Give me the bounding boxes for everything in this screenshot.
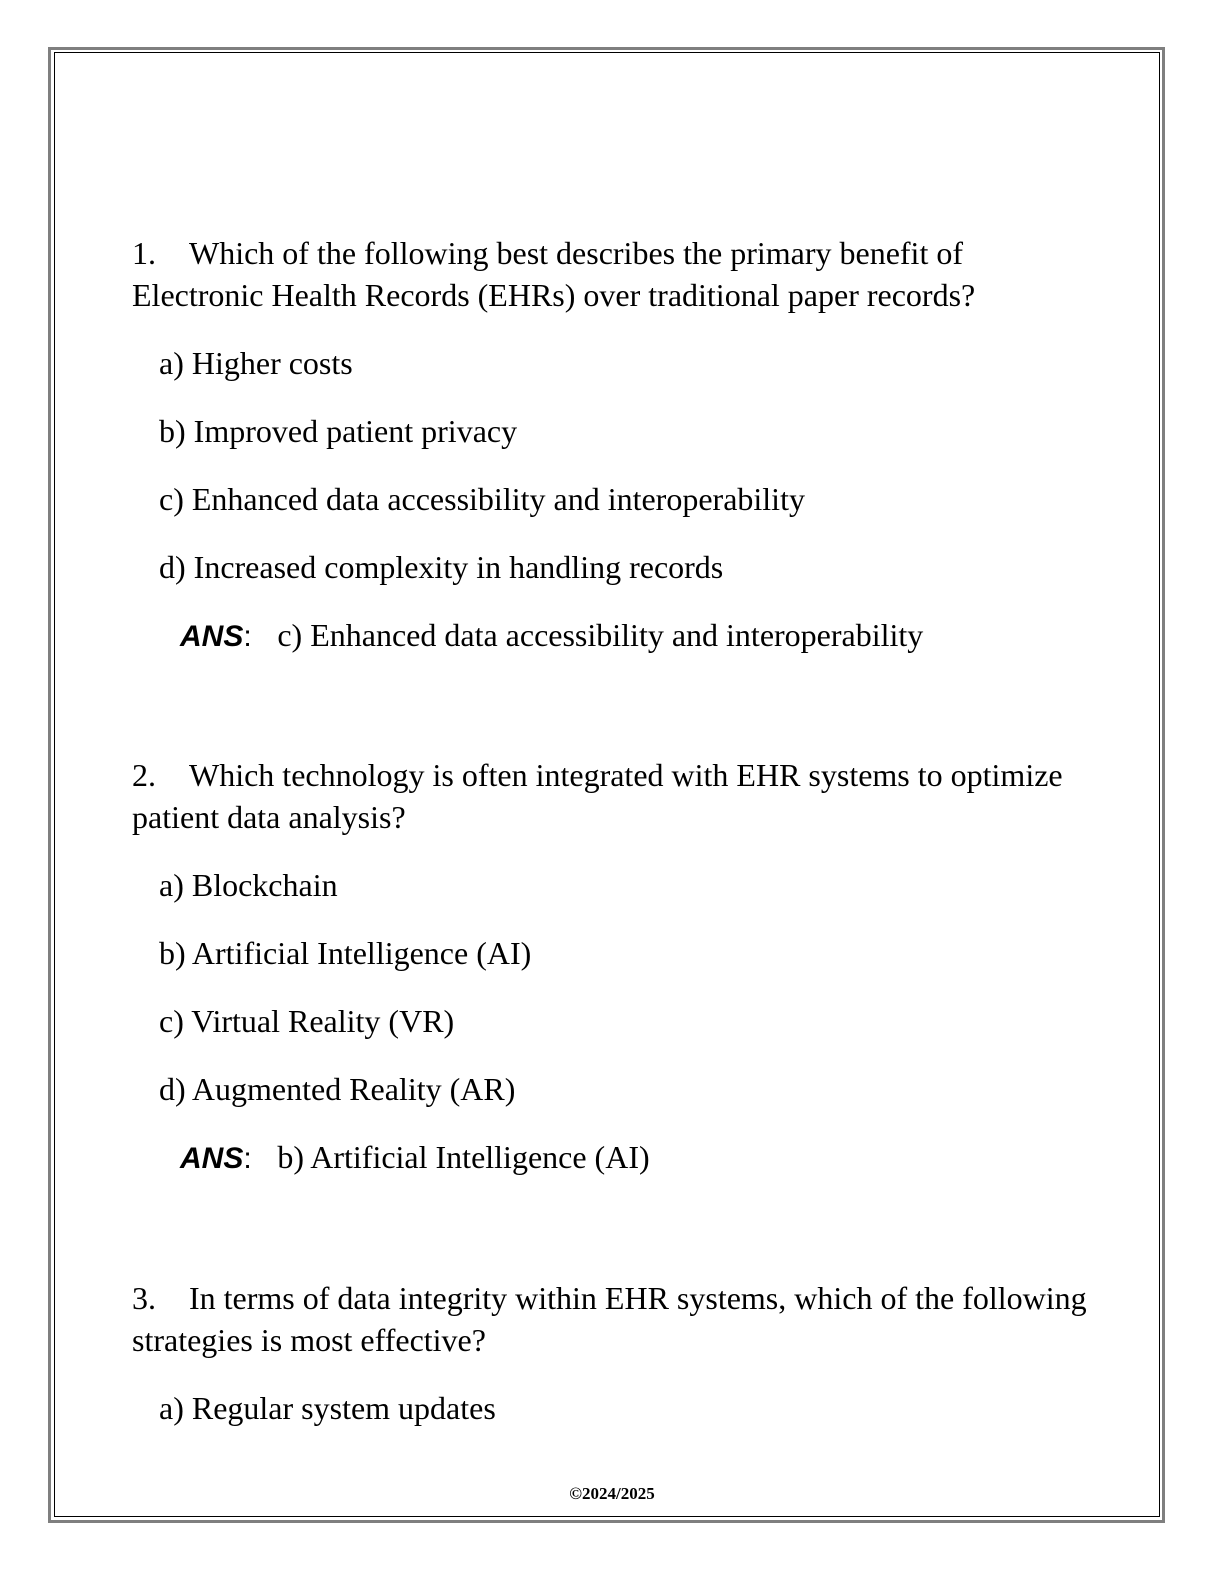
option-c: c) Virtual Reality (VR) [159, 1003, 455, 1039]
question-stem: Which technology is often integrated with EHR systems to optimize patient data analysis? [132, 757, 1063, 835]
question-stem: In terms of data integrity within EHR systems, which of the following strategies is most effective? [132, 1280, 1087, 1358]
option-b: b) Improved patient privacy [159, 413, 518, 449]
answer-line [132, 614, 1092, 656]
question-text [132, 754, 1092, 838]
question-stem: Which of the following best describes the primary benefit of Electronic Health Records (EHRs) over traditional paper records? [132, 235, 976, 313]
question-text [132, 232, 1092, 316]
option-list [132, 342, 1092, 614]
answer-text: b) Artificial Intelligence (AI) [277, 1139, 650, 1175]
question-number: 1. [132, 235, 156, 271]
answer-label: ANS [180, 620, 244, 653]
question-number: 2. [132, 757, 156, 793]
option-list [132, 864, 1092, 1136]
option-list [132, 1387, 1092, 1455]
option-a: a) Blockchain [159, 867, 338, 903]
option-a: a) Higher costs [159, 345, 353, 381]
option-c: c) Enhanced data accessibility and interoperability [159, 481, 805, 517]
answer-line [132, 1136, 1092, 1178]
question-block-1 [132, 232, 1092, 656]
option-d: d) Augmented Reality (AR) [159, 1071, 516, 1107]
copyright-footer: ©2024/2025 [569, 1484, 655, 1503]
answer-label: ANS [180, 1142, 244, 1175]
option-a: a) Regular system updates [159, 1390, 496, 1426]
option-b: b) Artificial Intelligence (AI) [159, 935, 532, 971]
question-number: 3. [132, 1280, 156, 1316]
answer-colon: : [243, 1142, 252, 1175]
question-block-2 [132, 754, 1092, 1178]
question-block-3 [132, 1277, 1092, 1455]
answer-text: c) Enhanced data accessibility and interoperability [277, 617, 924, 653]
answer-colon: : [243, 620, 252, 653]
question-text [132, 1277, 1092, 1361]
option-d: d) Increased complexity in handling records [159, 549, 724, 585]
